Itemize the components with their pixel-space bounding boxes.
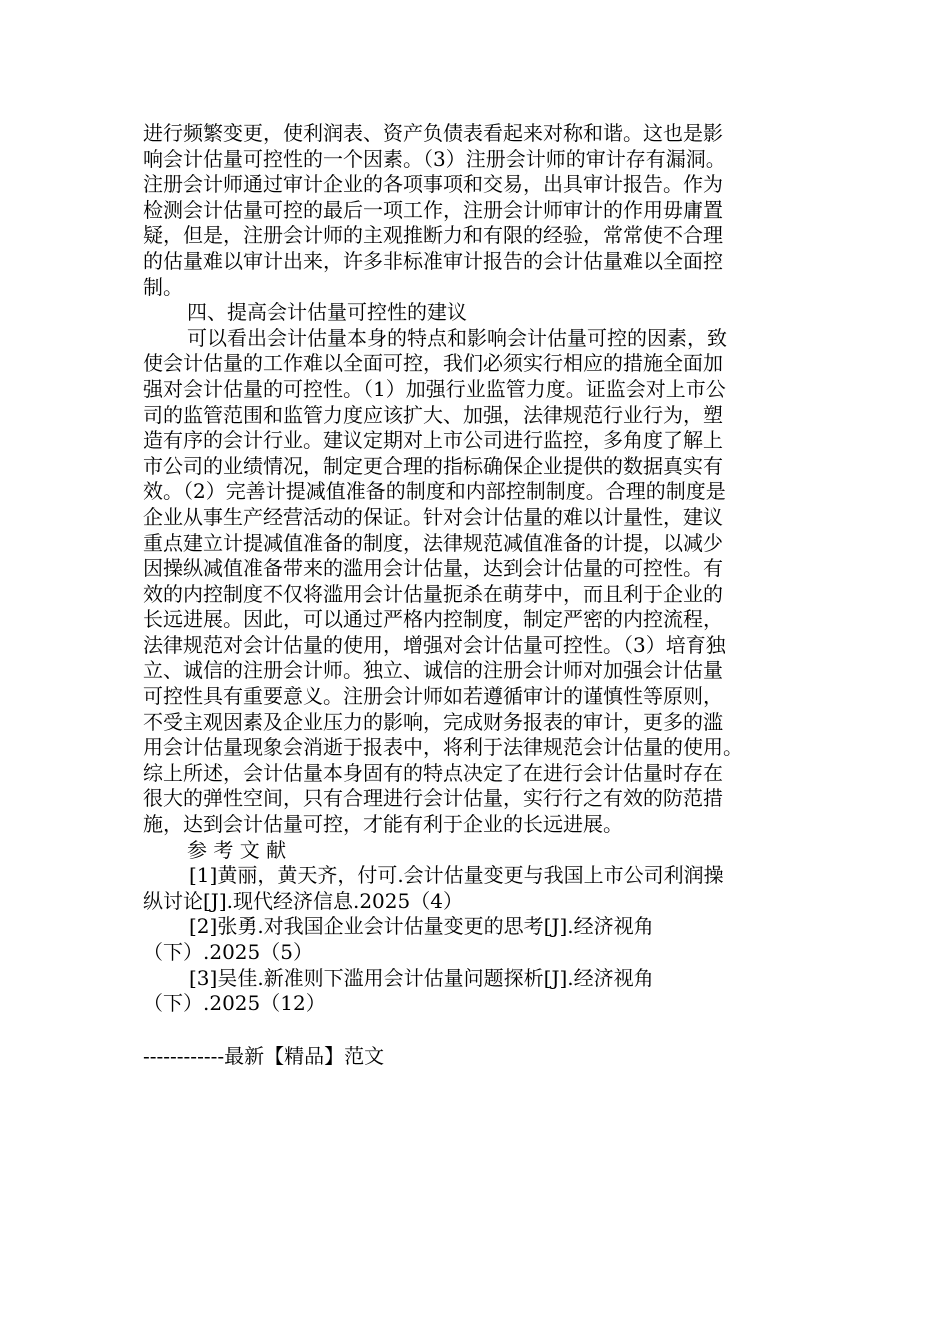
- paragraph-line: 效的内控制度不仅将滥用会计估量扼杀在萌芽中，而且利于企业的: [143, 581, 723, 606]
- reference-line: （下）.2025（12）: [143, 991, 326, 1016]
- footer-banner: ------------最新【精品】范文: [143, 1044, 385, 1068]
- reference-line: [1]黄丽，黄天齐，付可.会计估量变更与我国上市公司利润操: [189, 863, 724, 888]
- paragraph-line: 疑，但是，注册会计师的主观推断力和有限的经验，常常使不合理: [143, 223, 723, 248]
- paragraph-line: 强对会计估量的可控性。（1）加强行业监管力度。证监会对上市公: [143, 376, 726, 401]
- document-body: [143, 121, 807, 1017]
- reference-line: 纵讨论[J].现代经济信息.2025（4）: [143, 888, 463, 913]
- paragraph-line: 司的监管范围和监管力度应该扩大、加强，法律规范行业行为，塑: [143, 402, 723, 427]
- references-heading: 参 考 文 献: [187, 837, 287, 862]
- paragraph-line: 的估量难以审计出来，许多非标准审计报告的会计估量难以全面控: [143, 248, 723, 273]
- paragraph-line: 长远进展。因此，可以通过严格内控制度，制定严密的内控流程，: [143, 607, 723, 632]
- reference-list: [143, 863, 807, 1017]
- paragraph-line: 使会计估量的工作难以全面可控，我们必须实行相应的措施全面加: [143, 351, 723, 376]
- section-heading: 四、提高会计估量可控性的建议: [187, 300, 467, 325]
- paragraph-line: 法律规范对会计估量的使用，增强对会计估量可控性。（3）培育独: [143, 632, 726, 657]
- paragraph-line: 响会计估量可控性的一个因素。（3）注册会计师的审计存有漏洞。: [143, 146, 726, 171]
- paragraph-line: 市公司的业绩情况，制定更合理的指标确保企业提供的数据真实有: [143, 453, 723, 478]
- paragraph-line: 进行频繁变更，使利润表、资产负债表看起来对称和谐。这也是影: [143, 121, 723, 145]
- paragraph-line: 企业从事生产经营活动的保证。针对会计估量的难以计量性，建议: [143, 504, 723, 529]
- reference-item: [143, 863, 807, 914]
- paragraph-line: 综上所述，会计估量本身固有的特点决定了在进行会计估量时存在: [143, 760, 723, 785]
- section-paragraph: [143, 326, 807, 838]
- paragraph-line: 立、诚信的注册会计师。独立、诚信的注册会计师对加强会计估量: [143, 658, 723, 683]
- paragraph-line: 用会计估量现象会消逝于报表中，将利于法律规范会计估量的使用。: [143, 735, 743, 760]
- reference-line: [3]吴佳.新准则下滥用会计估量问题探析[J].经济视角: [189, 965, 654, 990]
- paragraph-line: 可控性具有重要意义。注册会计师如若遵循审计的谨慎性等原则，: [143, 684, 723, 709]
- continued-paragraph: [143, 121, 807, 300]
- paragraph-line: 注册会计师通过审计企业的各项事项和交易，出具审计报告。作为: [143, 172, 723, 197]
- reference-line: [2]张勇.对我国企业会计估量变更的思考[J].经济视角: [189, 914, 654, 939]
- paragraph-line: 造有序的会计行业。建议定期对上市公司进行监控，多角度了解上: [143, 428, 723, 453]
- paragraph-line: 不受主观因素及企业压力的影响，完成财务报表的审计，更多的滥: [143, 709, 723, 734]
- paragraph-line: 检测会计估量可控的最后一项工作，注册会计师审计的作用毋庸置: [143, 197, 723, 222]
- reference-item: [143, 966, 807, 1017]
- paragraph-line: 很大的弹性空间，只有合理进行会计估量，实行行之有效的防范措: [143, 786, 723, 811]
- paragraph-line: 制。: [143, 274, 183, 299]
- reference-line: （下）.2025（5）: [143, 940, 313, 964]
- paragraph-line: 效。（2）完善计提减值准备的制度和内部控制制度。合理的制度是: [143, 479, 726, 504]
- paragraph-line: 可以看出会计估量本身的特点和影响会计估量可控的因素，致: [187, 325, 727, 350]
- paragraph-line: 因操纵减值准备带来的滥用会计估量，达到会计估量的可控性。有: [143, 556, 723, 581]
- paragraph-line: 施，达到会计估量可控，才能有利于企业的长远进展。: [143, 812, 623, 837]
- reference-item: [143, 914, 807, 965]
- paragraph-line: 重点建立计提减值准备的制度，法律规范减值准备的计提，以减少: [143, 530, 723, 555]
